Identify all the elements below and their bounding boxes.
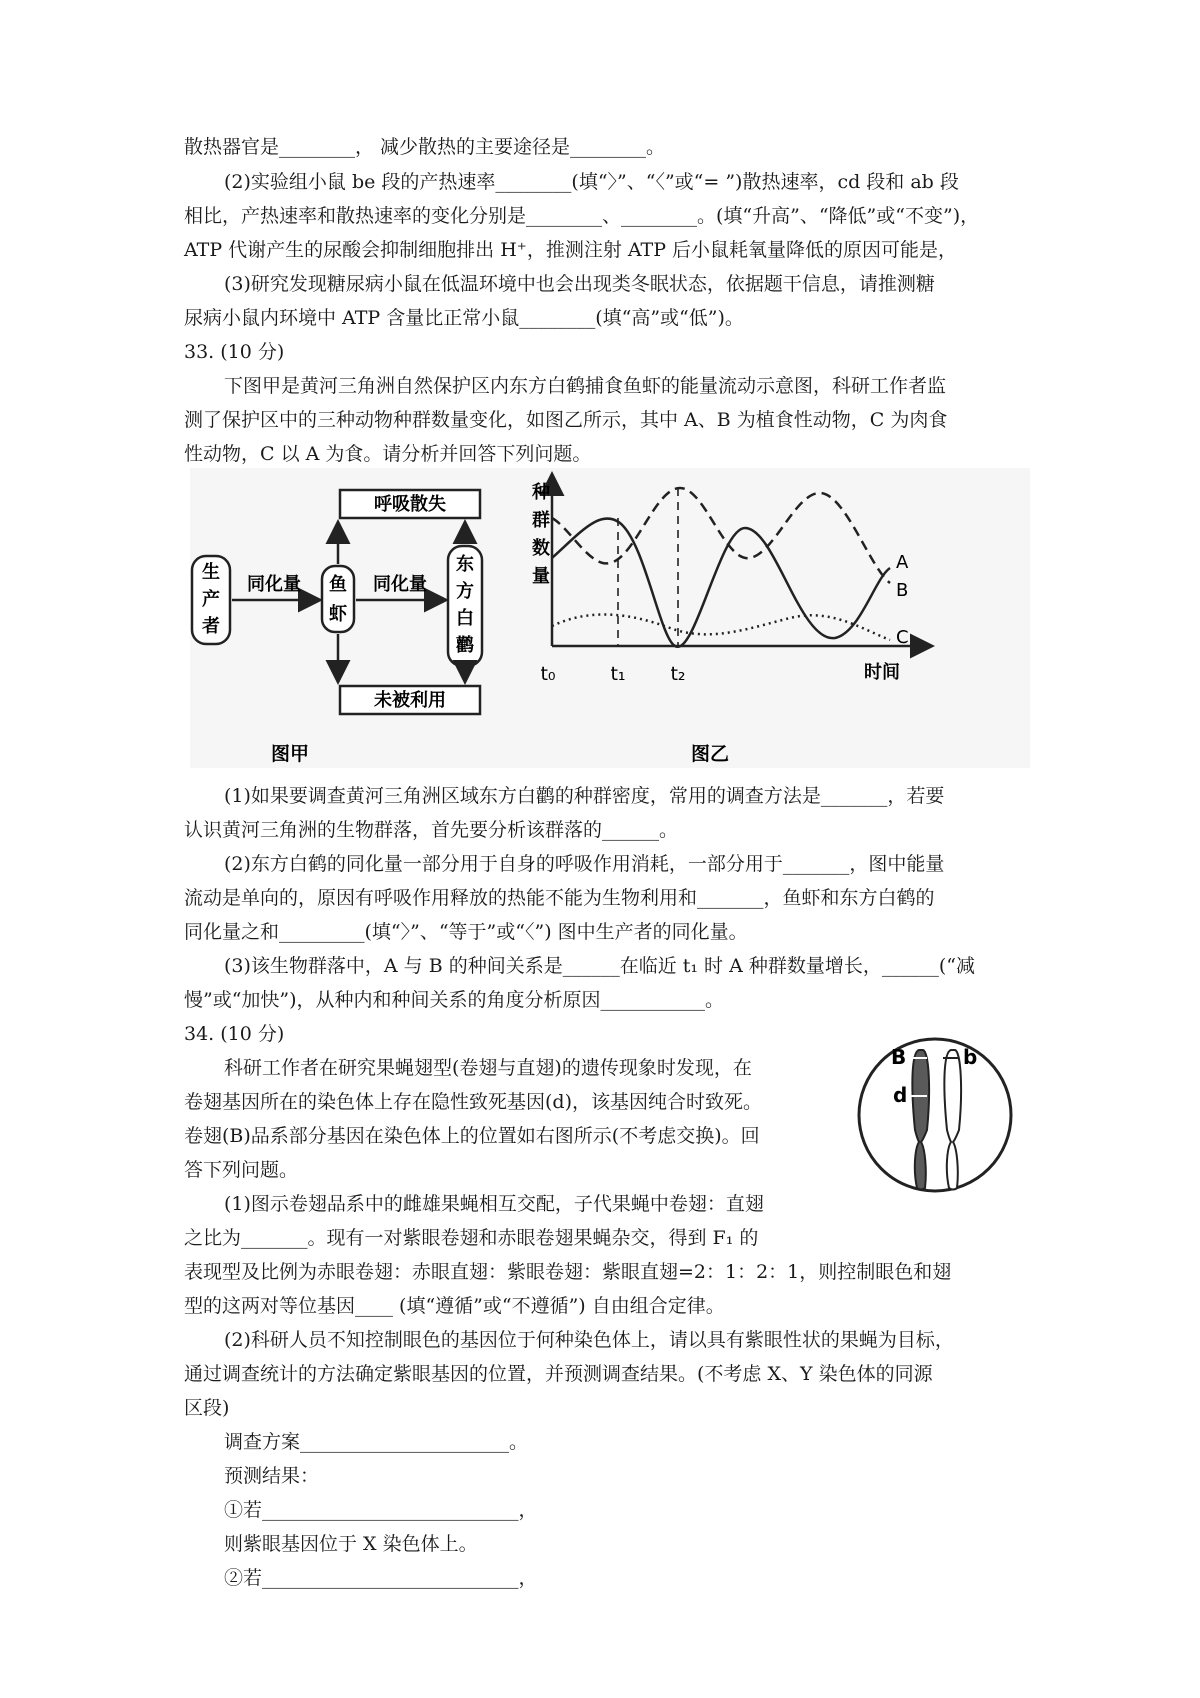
- respiration-label: 呼吸散失: [374, 494, 446, 515]
- text-line: 同化量之和_________(填“〉”、“等于”或“〈”) 图中生产者的同化量。: [184, 921, 748, 943]
- text-line: 之比为_______。现有一对紫眼卷翅和赤眼卷翅果蝇杂交，得到 F₁ 的: [184, 1227, 759, 1249]
- stork-char: 方: [456, 581, 474, 602]
- text-line: (1)如果要调查黄河三角洲区域东方白鹳的种群密度，常用的调查方法是_______，若要: [224, 785, 945, 807]
- figure-area: [190, 468, 1030, 768]
- text-line: (2)科研人员不知控制眼色的基因位于何种染色体上，请以具有紫眼性状的果蝇为目标，: [224, 1329, 954, 1351]
- tick-t2: t₂: [670, 663, 686, 685]
- text-line: 卷翅(B)品系部分基因在染色体上的位置如右图所示(不考虑交换)。回: [184, 1125, 760, 1147]
- text-line: 下图甲是黄河三角洲自然保护区内东方白鹤捕食鱼虾的能量流动示意图，科研工作者监: [224, 375, 947, 397]
- text-line: 通过调查统计的方法确定紫眼基因的位置，并预测调查结果。(不考虑 X、Y 染色体的同源: [184, 1363, 933, 1385]
- text-line: 表现型及比例为赤眼卷翅：赤眼直翅：紫眼卷翅：紫眼直翅=2：1：2：1，则控制眼色和翅: [184, 1261, 952, 1283]
- text-line: 测了保护区中的三种动物种群数量变化，如图乙所示，其中 A、B 为植食性动物，C 为肉食: [184, 409, 948, 431]
- text-line: (2)实验组小鼠 be 段的产热速率________(填“〉”、“〈”或“= ”)散热速率，cd 段和 ab 段: [224, 171, 959, 193]
- text-line: 慢”或“加快”)，从种内和种间关系的角度分析原因___________。: [184, 989, 725, 1011]
- question-heading: 33. (10 分): [184, 341, 285, 363]
- text-line: 散热器官是________， 减少散热的主要途径是________。: [184, 136, 666, 158]
- series-label-a: A: [896, 552, 909, 573]
- y-axis-char: 种: [532, 482, 550, 503]
- chromosome-diagram: [855, 1030, 1015, 1200]
- assimilation-label: 同化量: [373, 574, 427, 595]
- text-line: 认识黄河三角洲的生物群落，首先要分析该群落的______。: [184, 819, 679, 841]
- population-chart: [530, 468, 1020, 768]
- chromosome-figure: [855, 1030, 1015, 1200]
- text-line: (2)东方白鹤的同化量一部分用于自身的呼吸作用消耗，一部分用于_______，图中能量: [224, 853, 945, 875]
- text-line: 型的这两对等位基因____ (填“遵循”或“不遵循”) 自由组合定律。: [184, 1295, 725, 1317]
- text-line: 流动是单向的，原因有呼吸作用释放的热能不能为生物利用和_______，鱼虾和东方白鹤的: [184, 887, 935, 909]
- stork-char: 东: [456, 554, 474, 575]
- series-label-b: B: [896, 580, 909, 601]
- gene-label-b-dominant: B: [891, 1045, 907, 1069]
- question-heading: 34. (10 分): [184, 1023, 285, 1045]
- series-label-c: C: [896, 627, 909, 648]
- figure-caption-jia: 图甲: [270, 743, 310, 765]
- text-line: ATP 代谢产生的尿酸会抑制细胞排出 H⁺，推测注射 ATP 后小鼠耗氧量降低的原因可能是，: [184, 239, 958, 261]
- energy-flow-diagram: [190, 468, 490, 768]
- text-line: (3)该生物群落中，A 与 B 的种间关系是______在临近 t₁ 时 A 种群数量增长，______(“减: [224, 955, 975, 977]
- text-line: 卷翅基因所在的染色体上存在隐性致死基因(d)，该基因纯合时致死。: [184, 1091, 762, 1113]
- tick-t1: t₁: [610, 663, 626, 685]
- fish-char: 鱼: [329, 574, 347, 595]
- curve-b: [552, 488, 890, 583]
- unused-label: 未被利用: [374, 690, 446, 711]
- producer-char: 者: [202, 616, 220, 637]
- tick-t0: t₀: [540, 663, 556, 685]
- producer-char: 产: [202, 589, 220, 610]
- y-axis-char: 群: [532, 510, 550, 531]
- chromosome-right: [944, 1050, 961, 1190]
- fish-char: 虾: [329, 604, 347, 625]
- y-axis-char: 量: [532, 566, 550, 587]
- gene-label-d: d: [893, 1083, 908, 1107]
- text-line: (1)图示卷翅品系中的雌雄果蝇相互交配，子代果蝇中卷翅：直翅: [224, 1193, 764, 1215]
- stork-char: 白: [456, 608, 474, 629]
- text-line: ①若___________________________，: [224, 1499, 538, 1521]
- x-axis-label: 时间: [864, 662, 900, 683]
- figure-caption-yi: 图乙: [690, 743, 730, 765]
- figure-circle: [859, 1039, 1011, 1191]
- text-line: ②若___________________________，: [224, 1567, 538, 1589]
- text-line: 性动物，C 以 A 为食。请分析并回答下列问题。: [184, 443, 592, 465]
- text-line: 区段): [184, 1397, 230, 1419]
- text-line: 预测结果：: [224, 1465, 320, 1487]
- text-line: 答下列问题。: [184, 1159, 299, 1181]
- producer-char: 生: [202, 562, 220, 583]
- gene-label-b-recessive: b: [963, 1045, 978, 1069]
- y-axis-char: 数: [532, 538, 550, 559]
- text-line: 尿病小鼠内环境中 ATP 含量比正常小鼠________(填“高”或“低”)。: [184, 307, 744, 329]
- text-line: 科研工作者在研究果蝇翅型(卷翅与直翅)的遗传现象时发现，在: [224, 1057, 752, 1079]
- curve-a: [552, 518, 890, 646]
- text-line: (3)研究发现糖尿病小鼠在低温环境中也会出现类冬眠状态，依据题干信息，请推测糖: [224, 273, 935, 295]
- text-line: 相比，产热速率和散热速率的变化分别是________、________。(填“升高”、“降低”或“不变”)，: [184, 205, 980, 227]
- text-line: 则紫眼基因位于 X 染色体上。: [224, 1533, 478, 1555]
- assimilation-label: 同化量: [247, 574, 301, 595]
- text-line: 调查方案______________________。: [224, 1431, 529, 1453]
- chromosome-left: [912, 1050, 929, 1190]
- stork-char: 鹳: [456, 635, 474, 656]
